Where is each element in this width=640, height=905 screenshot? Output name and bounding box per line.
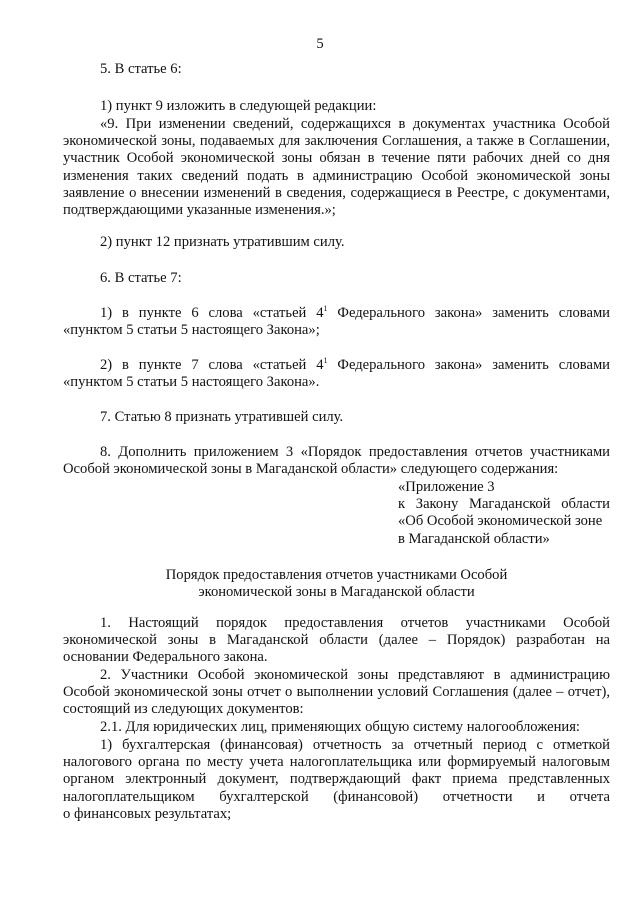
appendix-paragraph-2-1: 2.1. Для юридических лиц, применяющих общую систему налогообложения: [100, 719, 580, 735]
article-8-item: 7. Статью 8 признать утратившей силу. [100, 409, 344, 425]
appendix-reference [398, 479, 610, 548]
appendix-ref-line-2: к Закону Магаданской области [398, 496, 610, 513]
appendix-paragraph-2-1-1: 1) бухгалтерская (финансовая) отчетность за отчетный период с отметкой налогового органа по месту учета налогоплательщика или формируемый налоговым органом электронный документ, подтверждающий факт приема представленных налогоплательщиком бухгалтерской (финансовой) отчетности и отчета [63, 737, 610, 805]
article-6-point-2: 2) пункт 12 признать утратившим силу. [100, 234, 345, 250]
page-number: 5 [316, 36, 324, 52]
appendix-title-line-2: экономической зоны в Магаданской области [198, 584, 475, 601]
appendix-paragraph-2: 2. Участники Особой экономической зоны представляют в администрацию Особой экономической зоны отчет о выполнении условий Соглашения (далее – отчет), состоящий из следующих документов: [63, 667, 610, 718]
article-6-point-9-text: «9. При изменении сведений, содержащихся в документах участника Особой экономической зоны, подаваемых для заключения Соглашения, а также в Соглашении, участник Особой экономической зоны обязан в течение пяти рабочих дней со дня изменения таких сведений подать в администрацию Особой экономической зоны заявление о внесении изменений в сведения, содержащиеся в Реестре, с документами, подтверждающими указанные изменения.»; [63, 116, 610, 219]
article-6-point-1-intro: 1) пункт 9 изложить в следующей редакции: [100, 98, 377, 114]
article-7-point-1: 1) в пункте 6 слова «статьей $4^1$ Федерального закона» заменить словами «пунктом 5 статьи 5 настоящего Закона»; [63, 304, 610, 339]
article-7-point-2: 2) в пункте 7 слова «статьей $4^1$ Федерального закона» заменить словами «пунктом 5 статьи 5 настоящего Закона». [63, 356, 610, 391]
appendix-ref-line-4: в Магаданской области» [398, 530, 550, 547]
appendix-paragraph-1: 1. Настоящий порядок предоставления отчетов участниками Особой экономической зоны в Магаданской области (далее – Порядок) разработан на основании Федерального закона. [63, 615, 610, 666]
appendix-ref-line-1: «Приложение 3 [398, 479, 495, 495]
article-7-header: 6. В статье 7: [100, 270, 182, 286]
article-6-header: 5. В статье 6: [100, 61, 182, 77]
appendix-ref-line-3: «Об Особой экономической зоне [398, 513, 603, 530]
appendix-title [63, 567, 610, 601]
appendix-paragraph-2-1-1-end: о финансовых результатах; [63, 806, 232, 822]
appendix-title-line-1: Порядок предоставления отчетов участниками Особой [165, 567, 508, 583]
add-appendix-item: 8. Дополнить приложением 3 «Порядок предоставления отчетов участниками Особой экономической зоны в Магаданской области» следующего содержания: [63, 444, 610, 478]
